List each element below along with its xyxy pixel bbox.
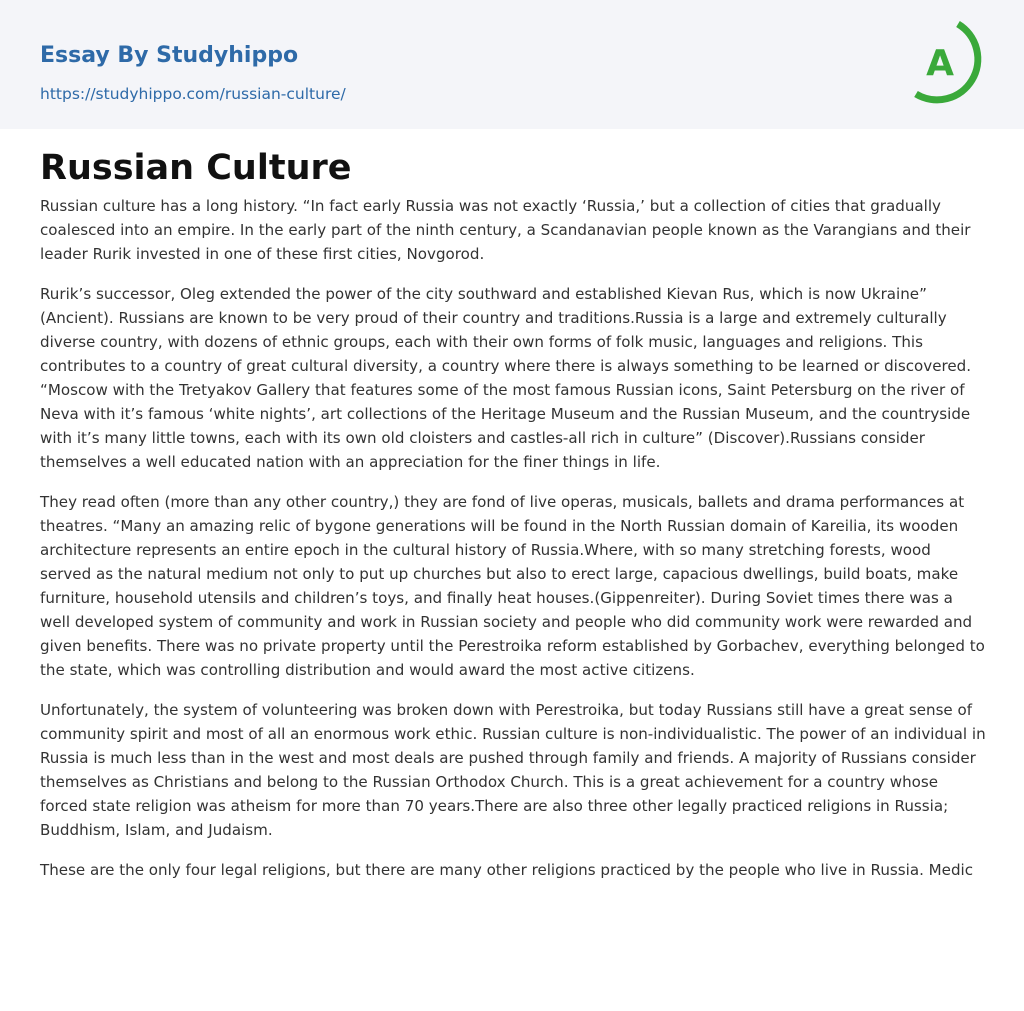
essay-paragraph: Rurik’s successor, Oleg extended the power of the city southward and established Kievan Rus, which is now Ukraine” (Ancient). Russians are known to be very proud of their country and traditions.Russia is a large and extremely culturally diverse country, with dozens of ethnic groups, each with their own forms of folk music, languages and religions. This contributes to a country of great cultural diversity, a country where there is always something to be learned or discovered. “Moscow with the Tretyakov Gallery that features some of the most famous Russian icons, Saint Petersburg on the river of Neva with it’s famous ‘white nights’, art collections of the Heritage Museum and the Russian Museum, and the countryside with it’s many little towns, each with its own old cloisters and castles-all rich in culture” (Discover).Russians consider themselves a well educated nation with an appreciation for the finer things in life. xyxy=(40,285,972,471)
essay-paragraph: Unfortunately, the system of volunteering was broken down with Perestroika, but today Russians still have a great sense of community spirit and most of all an enormous work ethic. Russian culture is non-individualistic. The power of an individual in Russia is much less than in the west and most deals are pushed through family and friends. A majority of Russians consider themselves as Christians and belong to the Russian Orthodox Church. This is a great achievement for a country whose forced state religion was atheism for more than 70 years.There are also three other legally practiced religions in Russia; Buddhism, Islam, and Judaism. xyxy=(40,701,986,839)
site-header xyxy=(0,0,1024,129)
essay-title: Russian Culture xyxy=(40,148,352,188)
essay-paragraph: These are the only four legal religions, but there are many other religions practiced by the people who live in Russia. Medic xyxy=(40,861,974,879)
essay-body xyxy=(40,194,986,898)
essay-paragraph: Russian culture has a long history. “In fact early Russia was not exactly ‘Russia,’ but a collection of cities that gradually coalesced into an empire. In the early part of the ninth century, a Scandanavian people known as the Varangians and their leader Rurik invested in one of these first cities, Novgorod. xyxy=(40,197,971,263)
essay-paragraph: They read often (more than any other country,) they are fond of live operas, musicals, ballets and drama performances at theatres. “Many an amazing relic of bygone generations will be found in the North Russian domain of Kareilia, its wooden architecture represents an entire epoch in the cultural history of Russia.Where, with so many stretching forests, wood served as the natural medium not only to put up churches but also to erect large, capacious dwellings, build boats, make furniture, household utensils and children’s toys, and finally heat houses.(Gippenreiter). During Soviet times there was a well developed system of community and work in Russian society and people who did community work were rewarded and given benefits. There was no private property until the Perestroika reform established by Gorbachev, everything belonged to the state, which was controlling distribution and would award the most active citizens. xyxy=(40,493,985,679)
logo-letter: A xyxy=(926,43,954,84)
studyhippo-logo-icon[interactable] xyxy=(910,18,988,106)
essay-url-link[interactable]: https://studyhippo.com/russian-culture/ xyxy=(40,85,346,103)
site-brand[interactable]: Essay By Studyhippo xyxy=(40,43,299,68)
